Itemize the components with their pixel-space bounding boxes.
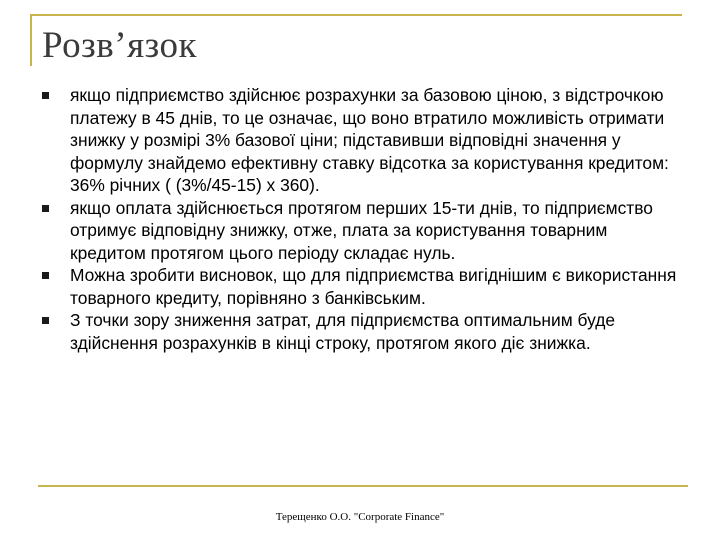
title-frame-vertical-line	[30, 14, 32, 66]
bullet-item	[40, 84, 680, 197]
slide-title: Розв’язок	[42, 25, 197, 66]
bullet-text: З точки зору зниження затрат, для підприємства оптимальним буде здійснення розрахунків в кінці строку, протягом якого діє знижка.	[70, 310, 616, 353]
square-bullet-icon	[42, 92, 49, 99]
square-bullet-icon	[42, 272, 49, 279]
footer-author: Терещенко О.О. "Corporate Finance"	[275, 511, 445, 523]
bullet-item	[40, 264, 680, 309]
bullet-item	[40, 197, 680, 265]
bullet-list	[40, 84, 680, 354]
square-bullet-icon	[42, 205, 49, 212]
square-bullet-icon	[42, 317, 49, 324]
bullet-text: якщо оплата здійснюється протягом перших 15-ти днів, то підприємство отримує відповідну знижку, отже, плата за користування товарним кредитом протягом цього періоду складає нуль.	[70, 197, 653, 263]
footer-divider-line	[38, 485, 688, 487]
bullet-item	[40, 309, 680, 354]
bullet-text: Можна зробити висновок, що для підприємства вигіднішим є використання товарного кредиту, порівняно з банківським.	[70, 265, 677, 308]
bullet-text: якщо підприємство здійснює розрахунки за базовою ціною, з відстрочкою платежу в 45 днів, то це означає, що воно втратило можливість отримати знижку у розмірі 3% базової ціни; підставивши відповідні значення у формулу знайдемо ефективну ставку відсотка за користування кредитом: 36% річних ( (3%/45-15) х 360).	[70, 85, 669, 195]
title-frame-top-line	[30, 14, 682, 16]
